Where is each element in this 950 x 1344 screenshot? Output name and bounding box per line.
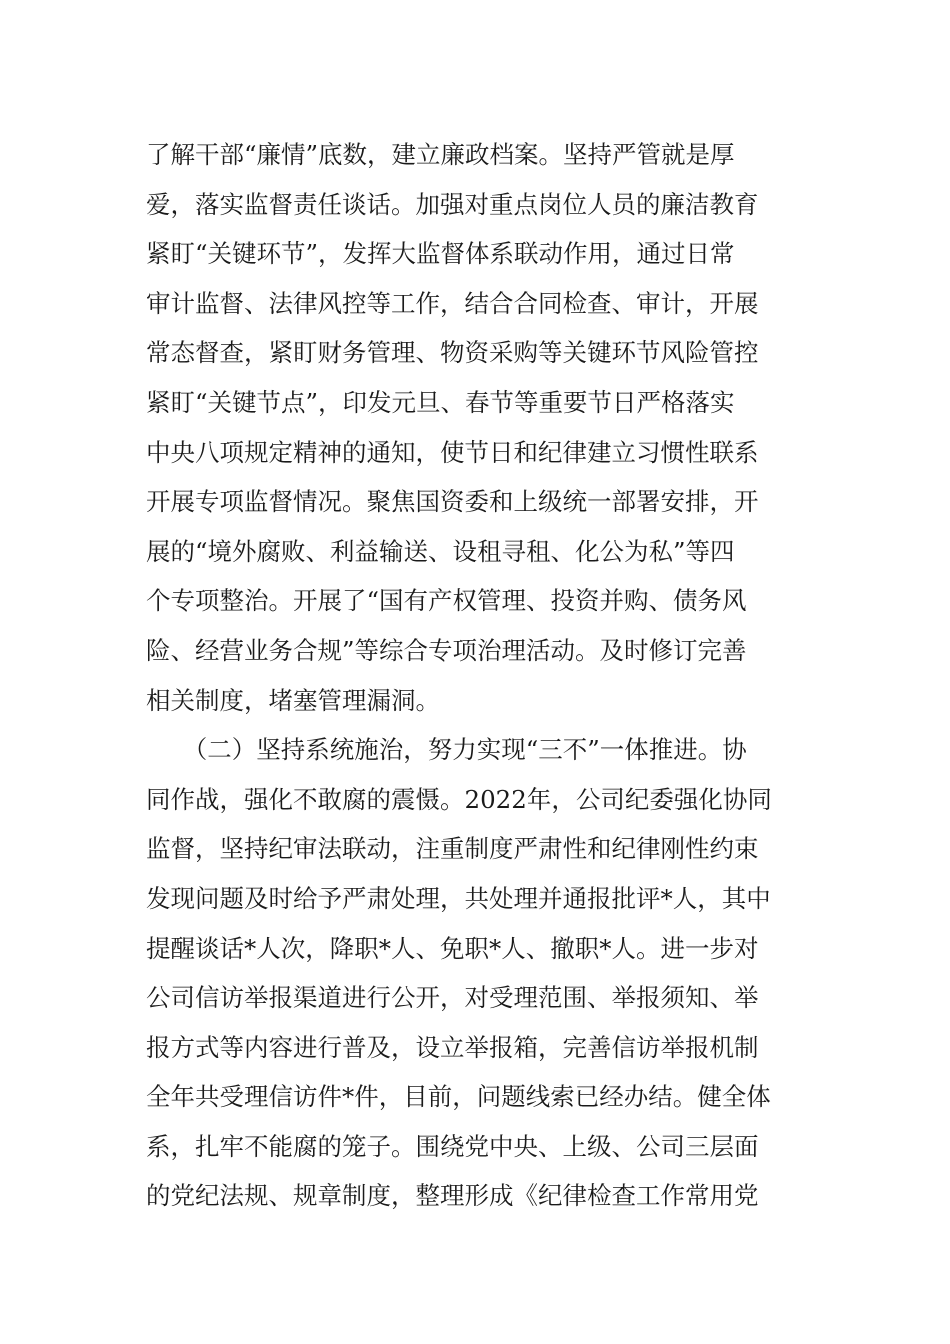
text-line: 爱，落实监督责任谈话。加强对重点岗位人员的廉洁教育: [146, 189, 759, 219]
text-line: 紧盯“关键节点”，印发元旦、春节等重要节日严格落实: [146, 387, 735, 417]
text-line: 的党纪法规、规章制度，整理形成《纪律检查工作常用党: [146, 1181, 759, 1211]
text-line: 紧盯“关键环节”，发挥大监督体系联动作用，通过日常: [146, 239, 735, 269]
text-line: 相关制度，堵塞管理漏洞。: [146, 685, 440, 715]
text-line: 发现问题及时给予严肃处理，共处理并通报批评*人，其中: [146, 883, 771, 913]
text-line: 同作战，强化不敢腐的震慑。2022年，公司纪委强化协同: [146, 784, 772, 814]
body-text: [146, 130, 812, 1221]
text-line: 展的“境外腐败、利益输送、设租寻租、化公为私”等四: [146, 536, 735, 566]
text-line: 险、经营业务合规”等综合专项治理活动。及时修订完善: [146, 635, 747, 665]
text-line: 报方式等内容进行普及，设立举报箱，完善信访举报机制: [146, 1032, 759, 1062]
text-line: 监督，坚持纪审法联动，注重制度严肃性和纪律刚性约束: [146, 834, 759, 864]
text-line: 全年共受理信访件*件，目前，问题线索已经办结。健全体: [146, 1082, 771, 1112]
text-line: 了解干部“廉情”底数，建立廉政档案。坚持严管就是厚: [146, 140, 735, 169]
text-line: 系，扎牢不能腐的笼子。围绕党中央、上级、公司三层面: [146, 1131, 759, 1161]
text-line: 开展专项监督情况。聚焦国资委和上级统一部署安排，开: [146, 487, 759, 517]
text-line: 提醒谈话*人次，降职*人、免职*人、撤职*人。进一步对: [146, 933, 759, 963]
text-line: 公司信访举报渠道进行公开，对受理范围、举报须知、举: [146, 983, 759, 1013]
text-line: 常态督查，紧盯财务管理、物资采购等关键环节风险管控: [146, 338, 759, 368]
text-line: 中央八项规定精神的通知，使节日和纪律建立习惯性联系: [146, 437, 759, 467]
text-line: 审计监督、法律风控等工作，结合合同检查、审计，开展: [146, 288, 759, 318]
text-line: 个专项整治。开展了“国有产权管理、投资并购、债务风: [146, 586, 747, 616]
section-heading-line: （二）坚持系统施治，努力实现“三不”一体推进。协: [146, 735, 747, 765]
